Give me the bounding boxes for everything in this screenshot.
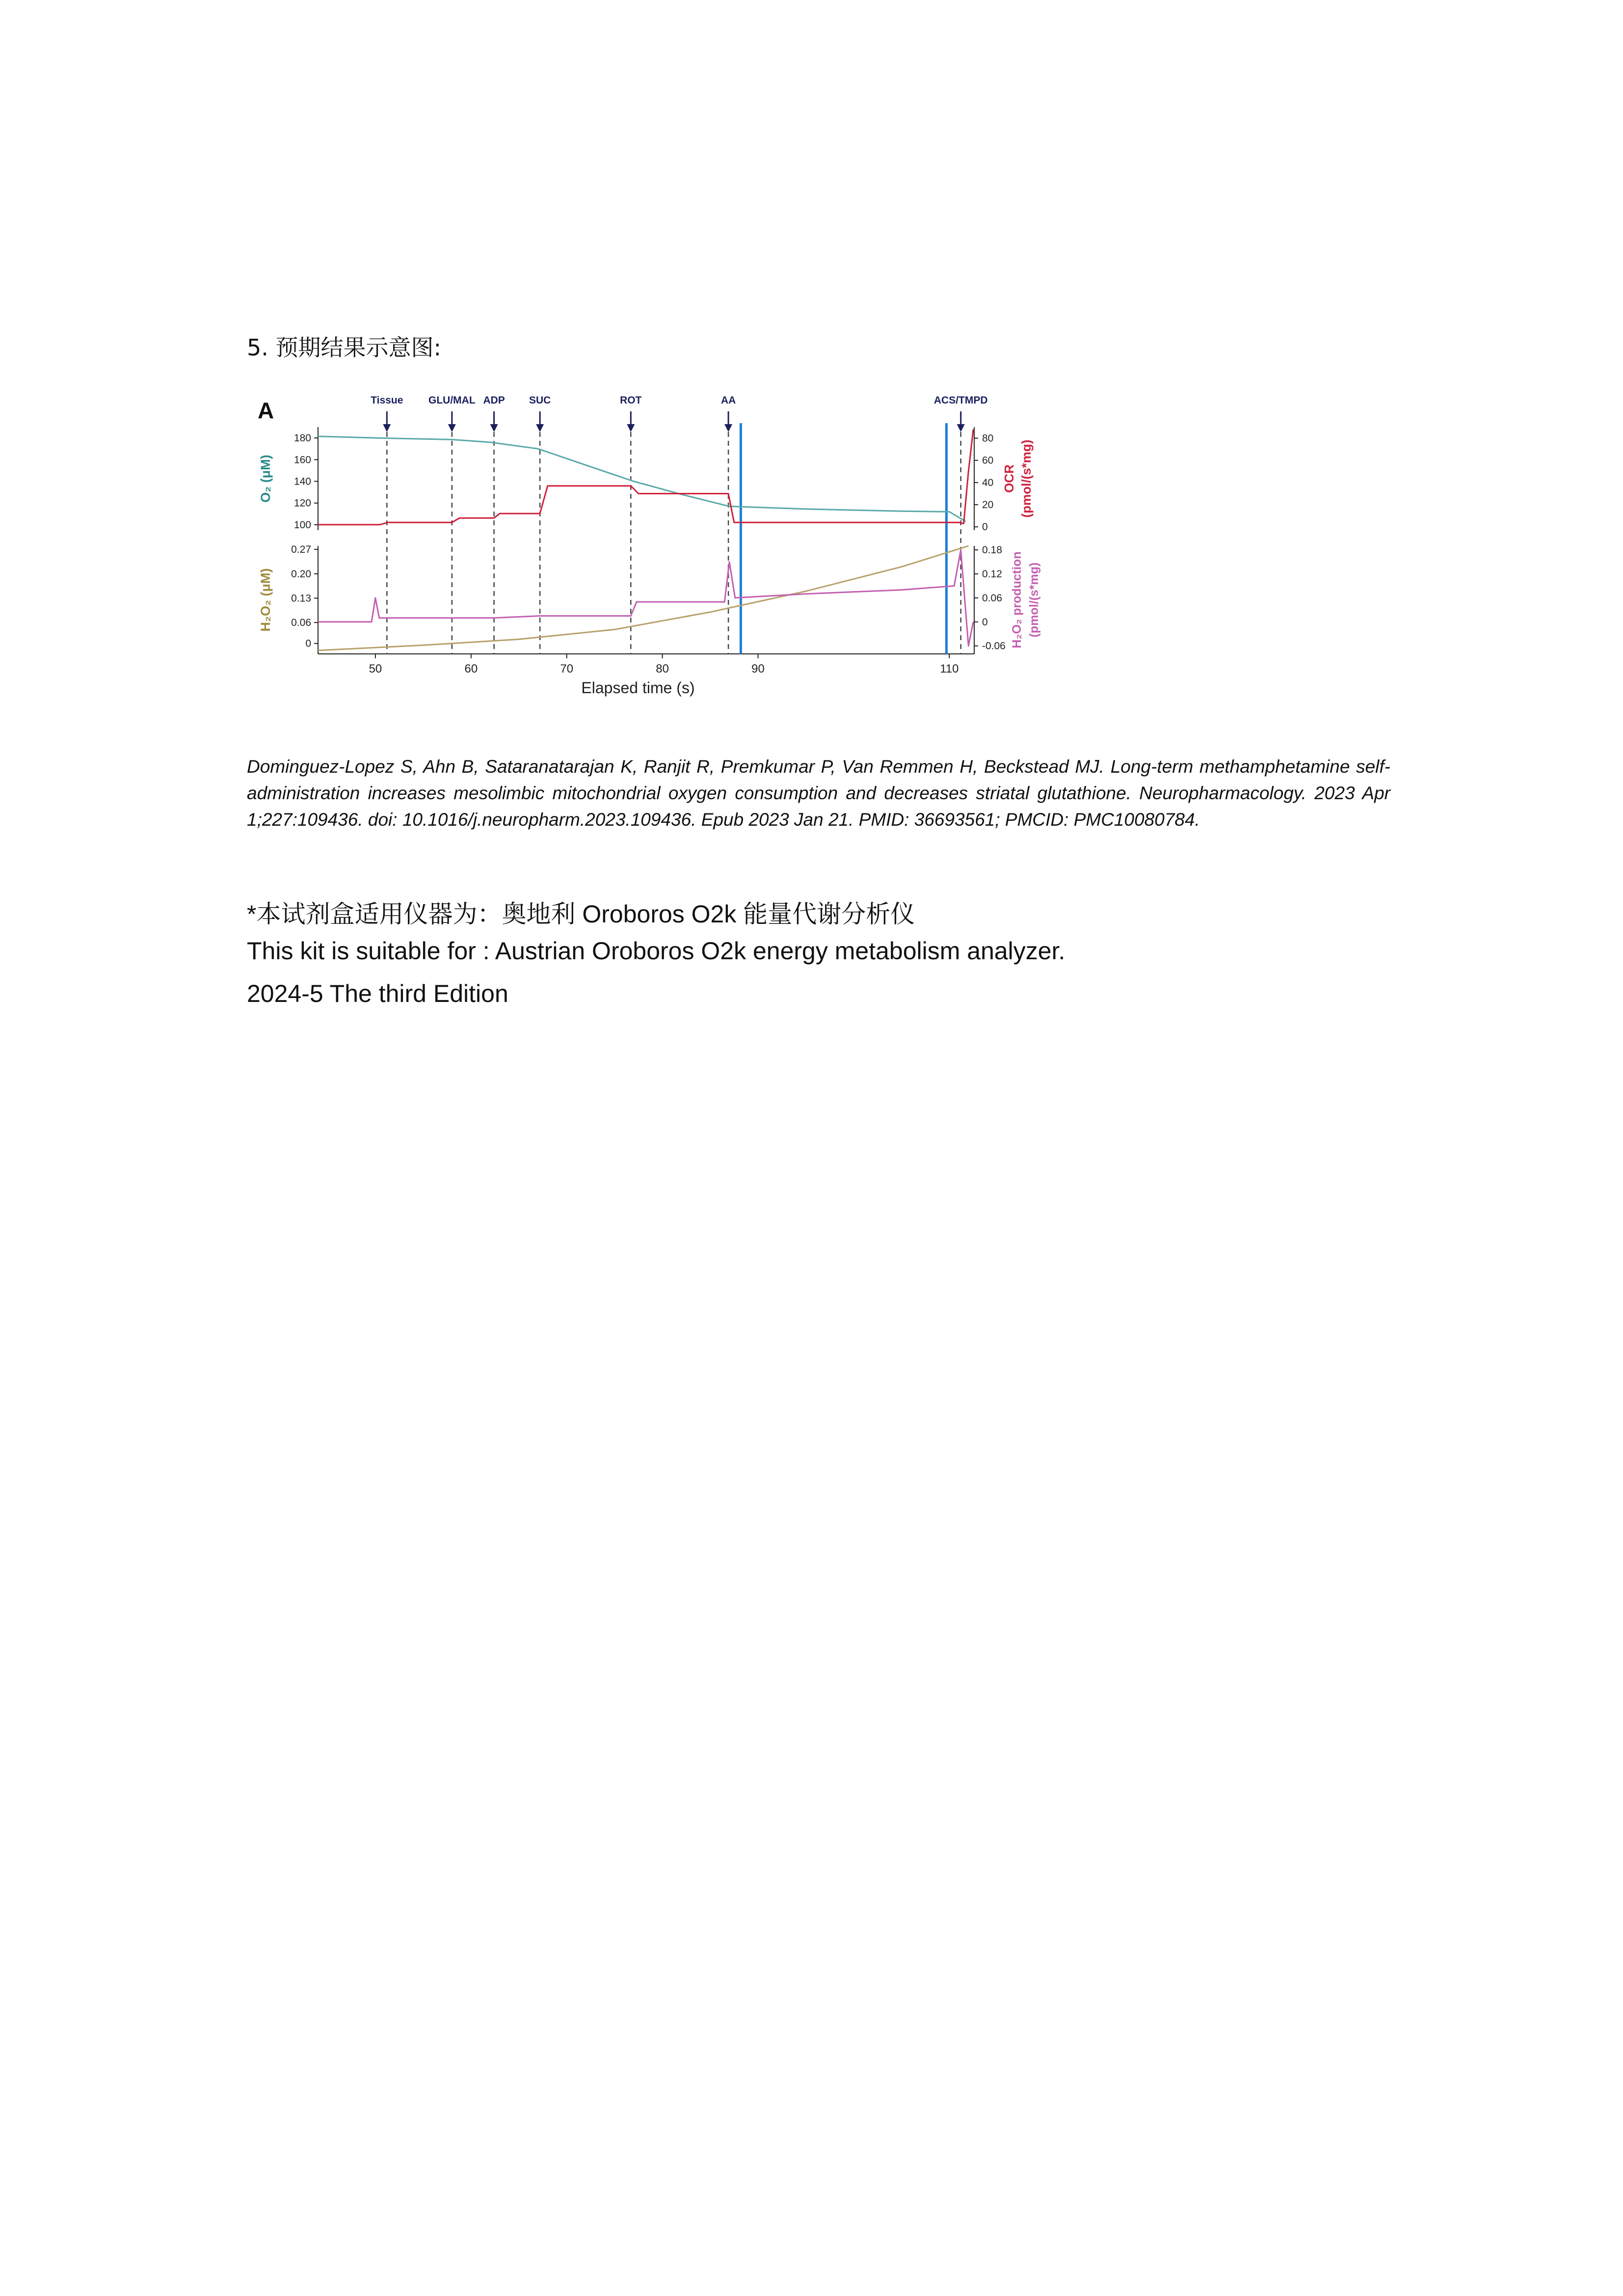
x-tick-label: 50 xyxy=(369,662,382,675)
oxygraph-figure xyxy=(245,383,1070,707)
instrument-note-cn: *本试剂盒适用仪器为：奥地利 Oroboros O2k 能量代谢分析仪 xyxy=(247,900,915,928)
o2-axis-tick-label: 140 xyxy=(293,476,311,487)
injection-arrow-head xyxy=(627,424,635,432)
h2o2-production-axis-tick-label: -0.06 xyxy=(982,640,1006,652)
o2-concentration-line xyxy=(318,436,966,522)
injection-arrow-head xyxy=(383,424,391,432)
h2o2-axis-title: H₂O₂ (μM) xyxy=(258,568,273,632)
x-axis-title: Elapsed time (s) xyxy=(581,679,695,697)
panel-label: A xyxy=(258,398,274,423)
injection-label: GLU/MAL xyxy=(428,395,476,406)
ocr-axis-tick-label: 80 xyxy=(982,432,994,444)
ocr-axis-unit: (pmol/(s*mg) xyxy=(1019,439,1034,518)
injection-label: Tissue xyxy=(371,395,403,406)
injection-arrow-head xyxy=(448,424,456,432)
section-heading: 5. 预期结果示意图: xyxy=(247,334,442,361)
ocr-axis-tick-label: 40 xyxy=(982,477,994,488)
ocr-axis-title: OCR xyxy=(1002,464,1016,493)
o2-axis-tick-label: 160 xyxy=(293,454,311,466)
oxygraph-chart xyxy=(245,383,1070,707)
h2o2-production-axis-tick-label: 0 xyxy=(982,616,988,628)
injection-label: ADP xyxy=(483,395,505,406)
injection-label: AA xyxy=(720,395,736,406)
injection-arrow-head xyxy=(724,424,732,432)
injection-arrow-head xyxy=(490,424,498,432)
h2o2-concentration-line xyxy=(318,546,968,650)
x-tick-label: 90 xyxy=(751,662,765,675)
h2o2-axis-tick-label: 0.20 xyxy=(291,568,311,580)
x-tick-label: 60 xyxy=(464,662,478,675)
o2-axis-tick-label: 180 xyxy=(293,432,311,444)
h2o2-axis-tick-label: 0 xyxy=(305,638,311,649)
x-tick-label: 80 xyxy=(656,662,669,675)
h2o2-production-axis-tick-label: 0.06 xyxy=(982,592,1002,604)
h2o2-production-axis-tick-label: 0.12 xyxy=(982,568,1002,580)
edition-line: 2024-5 The third Edition xyxy=(247,980,508,1007)
x-tick-label: 110 xyxy=(940,662,959,675)
injection-label: SUC xyxy=(529,395,551,406)
h2o2-axis-tick-label: 0.13 xyxy=(291,593,311,604)
ocr-axis-tick-label: 0 xyxy=(982,521,988,533)
instrument-note-en: This kit is suitable for : Austrian Oroboros O2k energy metabolism analyzer. xyxy=(247,937,1065,965)
h2o2-axis-tick-label: 0.06 xyxy=(291,617,311,629)
h2o2-production-axis-unit: (pmol/(s*mg) xyxy=(1027,562,1041,638)
injection-label: ROT xyxy=(620,395,642,406)
h2o2-axis-tick-label: 0.27 xyxy=(291,544,311,556)
h2o2-production-axis-tick-label: 0.18 xyxy=(982,544,1002,556)
o2-axis-tick-label: 100 xyxy=(293,519,311,531)
o2-axis-title: O₂ (μM) xyxy=(258,455,273,503)
o2-axis-tick-label: 120 xyxy=(293,497,311,509)
injection-label: ACS/TMPD xyxy=(933,395,988,406)
h2o2-production-line xyxy=(318,550,973,646)
x-tick-label: 70 xyxy=(560,662,574,675)
injection-arrow-head xyxy=(957,424,965,432)
h2o2-production-axis-title: H₂O₂ production xyxy=(1010,551,1024,648)
citation: Dominguez-Lopez S, Ahn B, Sataranatarajan K, Ranjit R, Premkumar P, Van Remmen H, Beckstead MJ. Long-term methamphetamine self-administration increases mesolimbic mitochondrial oxygen consumption and decreases striatal glutathione. Neuropharmacology. 2023 Apr 1;227:109436. doi: 10.1016/j.neuropharm.2023.109436. Epub 2023 Jan 21. PMID: 36693561; PMCID: PMC10080784. xyxy=(247,756,1390,830)
injection-arrow-head xyxy=(536,424,544,432)
ocr-axis-tick-label: 20 xyxy=(982,499,994,511)
ocr-axis-tick-label: 60 xyxy=(982,455,994,466)
